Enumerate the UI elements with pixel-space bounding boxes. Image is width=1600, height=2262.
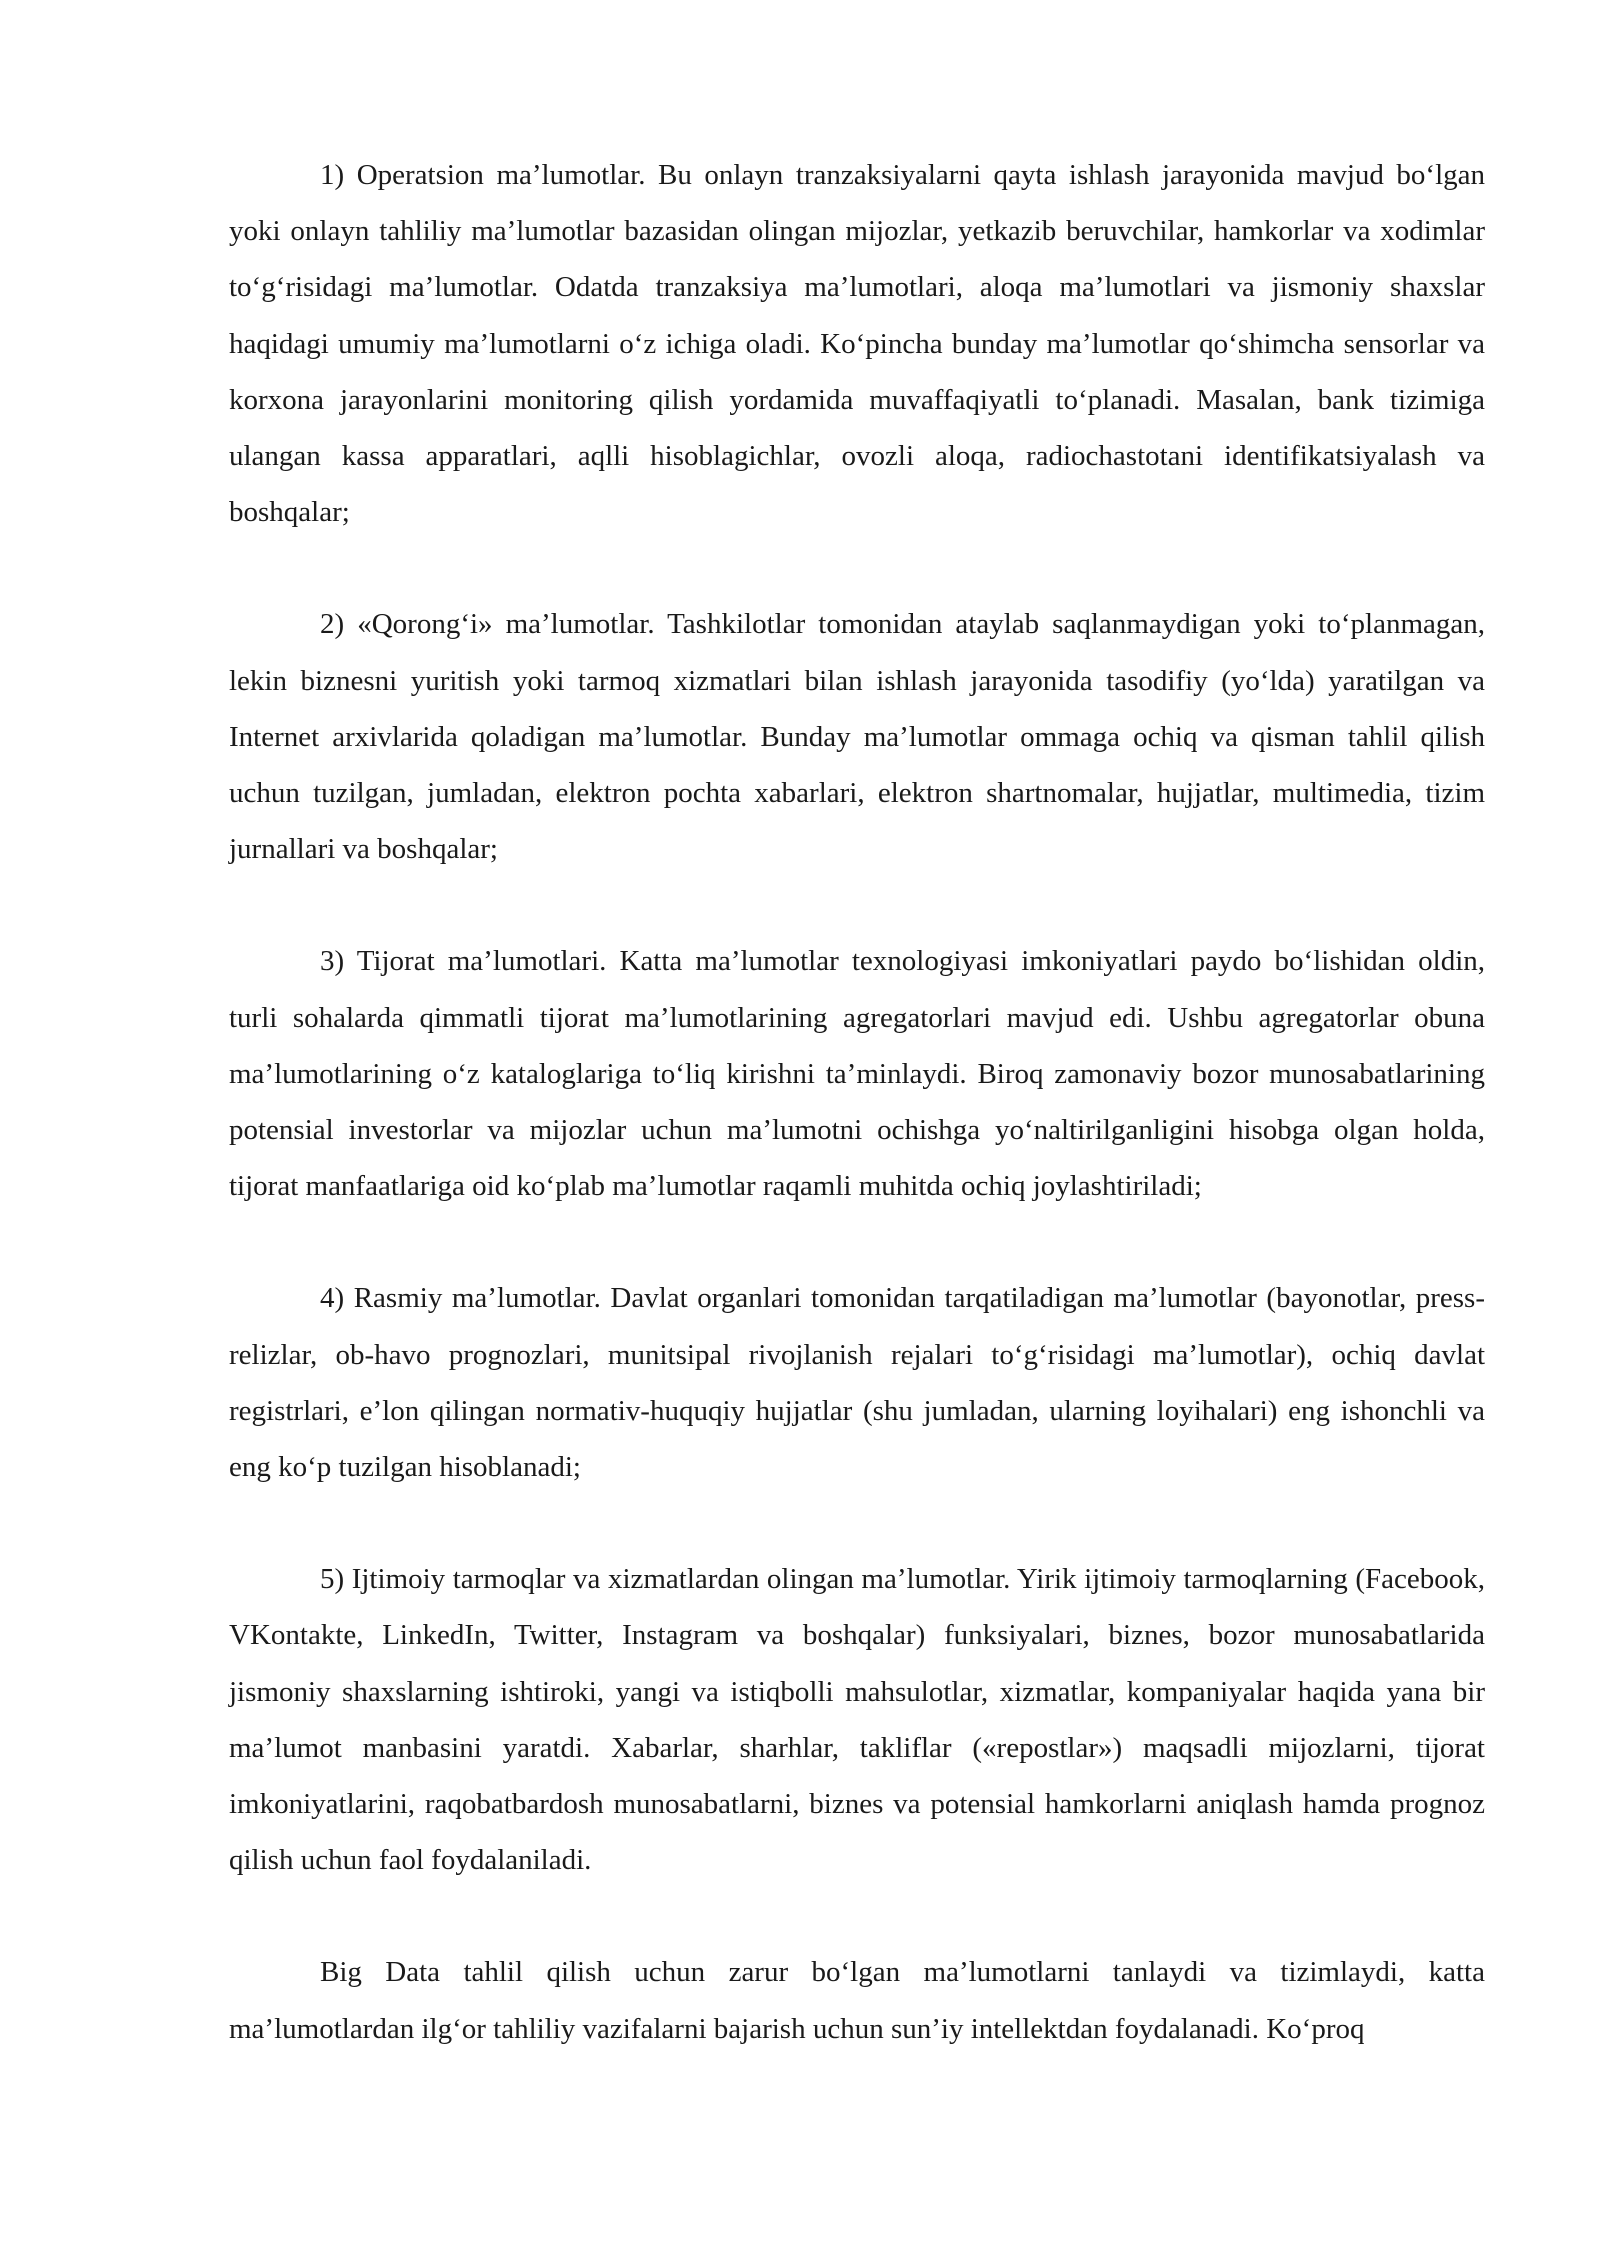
document-body	[229, 147, 1485, 2057]
paragraph-commercial-data: 3) Tijorat ma’lumotlari. Katta ma’lumotlar texnologiyasi imkoniyatlari paydo bo‘lishidan oldin, turli sohalarda qimmatli tijorat ma’lumotlarining agregatorlari mavjud edi. Ushbu agregatorlar obuna ma’lumotlarining o‘z kataloglariga to‘liq kirishni ta’minlaydi. Biroq zamonaviy bozor munosabatlarining potensial investorlar va mijozlar uchun ma’lumotni ochishga yo‘naltirilganligini hisobga olgan holda, tijorat manfaatlariga oid ko‘plab ma’lumotlar raqamli muhitda ochiq joylashtiriladi;	[229, 945, 1485, 1203]
paragraph-operational-data: 1) Operatsion ma’lumotlar. Bu onlayn tranzaksiyalarni qayta ishlash jarayonida mavjud bo‘lgan yoki onlayn tahliliy ma’lumotlar bazasidan olingan mijozlar, yetkazib beruvchilar, hamkorlar va xodimlar to‘g‘risidagi ma’lumotlar. Odatda tranzaksiya ma’lumotlari, aloqa ma’lumotlari va jismoniy shaxslar haqidagi umumiy ma’lumotlarni o‘z ichiga oladi. Ko‘pincha bunday ma’lumotlar qo‘shimcha sensorlar va korxona jarayonlarini monitoring qilish yordamida muvaffaqiyatli to‘planadi. Masalan, bank tizimiga ulangan kassa apparatlari, aqlli hisoblagichlar, ovozli aloqa, radiochastotani identifikatsiyalash va boshqalar;	[229, 159, 1485, 529]
paragraph-dark-data: 2) «Qorong‘i» ma’lumotlar. Tashkilotlar tomonidan ataylab saqlanmaydigan yoki to‘planmagan, lekin biznesni yuritish yoki tarmoq xizmatlari bilan ishlash jarayonida tasodifiy (yo‘lda) yaratilgan va Internet arxivlarida qoladigan ma’lumotlar. Bunday ma’lumotlar ommaga ochiq va qisman tahlil qilish uchun tuzilgan, jumladan, elektron pochta xabarlari, elektron shartnomalar, hujjatlar, multimedia, tizim jurnallari va boshqalar;	[229, 608, 1485, 866]
paragraph-big-data-analysis: Big Data tahlil qilish uchun zarur bo‘lgan ma’lumotlarni tanlaydi va tizimlaydi, katta ma’lumotlardan ilg‘or tahliliy vazifalarni bajarish uchun sun’iy intellektdan foydalanadi. Ko‘proq	[229, 1956, 1485, 2045]
paragraph-official-data: 4) Rasmiy ma’lumotlar. Davlat organlari tomonidan tarqatiladigan ma’lumotlar (bayonotlar, press-relizlar, ob-havo prognozlari, munitsipal rivojlanish rejalari to‘g‘risidagi ma’lumotlar), ochiq davlat registrlari, e’lon qilingan normativ-huquqiy hujjatlar (shu jumladan, ularning loyihalari) eng ishonchli va eng ko‘p tuzilgan hisoblanadi;	[229, 1282, 1485, 1484]
paragraph-social-network-data: 5) Ijtimoiy tarmoqlar va xizmatlardan olingan ma’lumotlar. Yirik ijtimoiy tarmoqlarning (Facebook, VKontakte, LinkedIn, Twitter, Instagram va boshqalar) funksiyalari, biznes, bozor munosabatlarida jismoniy shaxslarning ishtiroki, yangi va istiqbolli mahsulotlar, xizmatlar, kompaniyalar haqida yana bir ma’lumot manbasini yaratdi. Xabarlar, sharhlar, takliflar («repostlar») maqsadli mijozlarni, tijorat imkoniyatlarini, raqobatbardosh munosabatlarni, biznes va potensial hamkorlarni aniqlash hamda prognoz qilish uchun faol foydalaniladi.	[229, 1563, 1485, 1877]
